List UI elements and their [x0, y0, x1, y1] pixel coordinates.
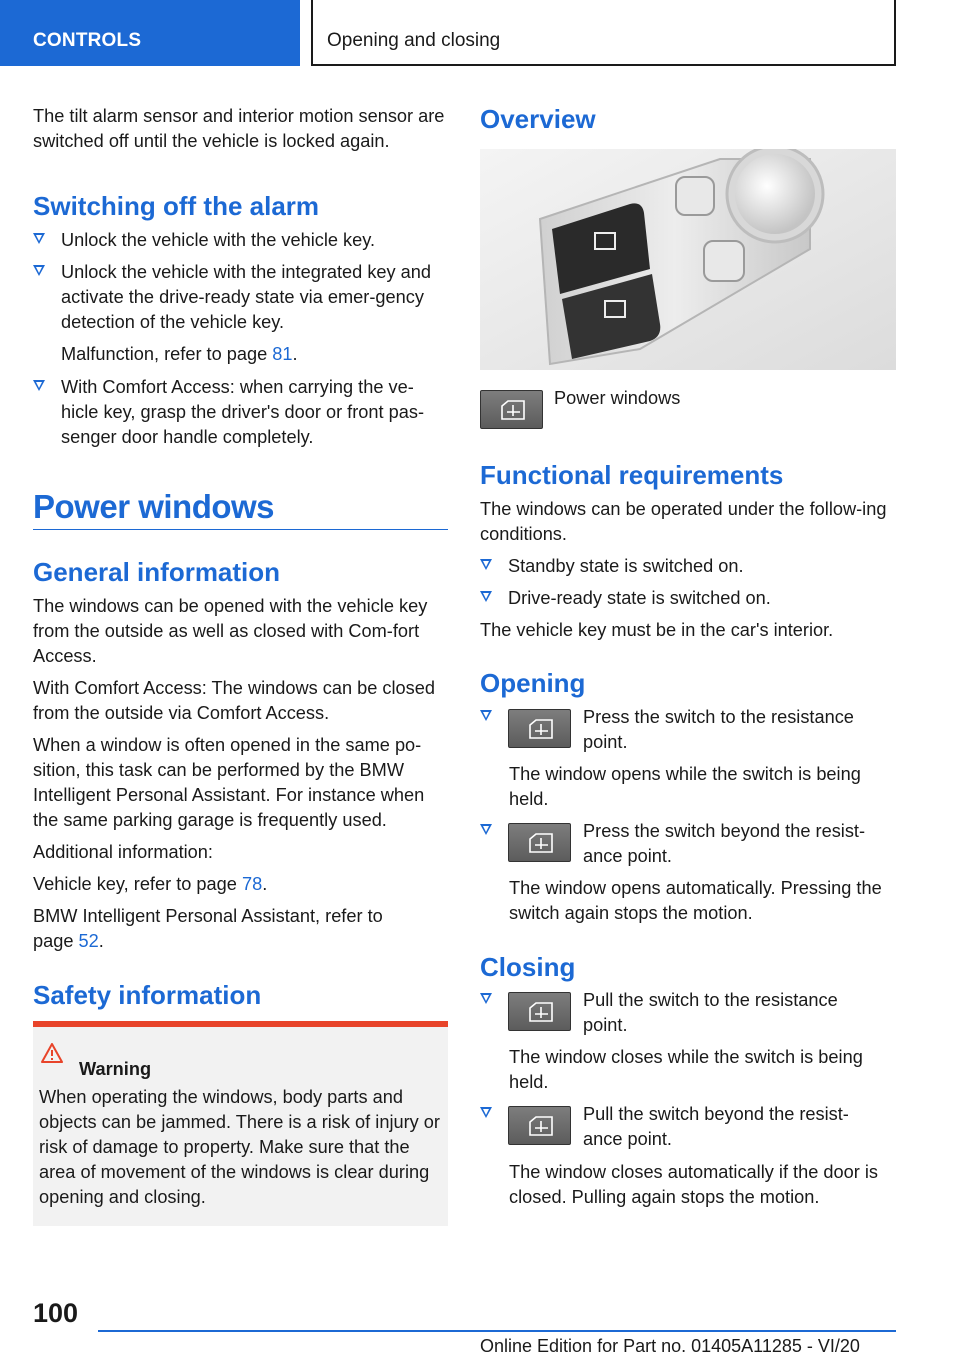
- page-number: 100: [33, 1298, 79, 1328]
- warning-title: Warning: [79, 1059, 152, 1079]
- bullet-triangle-icon: [480, 591, 492, 602]
- section-label: CONTROLS: [33, 30, 142, 51]
- intro-paragraph: The tilt alarm sensor and interior motion sensor are switched off until the vehicle is locked again.: [33, 106, 445, 151]
- footer-edition: Online Edition for Part no. 01405A11285 - VI/20: [480, 1336, 860, 1356]
- functional-paragraph: The windows can be operated under the follow-ing conditions.: [480, 499, 887, 544]
- title-divider: [33, 529, 448, 530]
- page-link[interactable]: 78: [241, 874, 263, 894]
- chapter-tab[interactable]: [311, 0, 896, 66]
- additional-info-label: Additional information:: [33, 842, 213, 862]
- safety-info-heading: Safety information: [33, 980, 262, 1010]
- bullet-triangle-icon: [480, 559, 492, 570]
- general-paragraph-3: When a window is often opened in the same po-sition, this task can be performed by the BMW Intelligent Personal Assistant. For instance when the same parking garage is frequently used.: [33, 735, 425, 830]
- chapter-label: Opening and closing: [327, 30, 501, 51]
- bullet-triangle-icon: [33, 233, 45, 244]
- functional-requirements-heading: Functional requirements: [480, 460, 784, 490]
- closing-result-2: The window closes automatically if the door is closed. Pulling again stops the motion.: [509, 1162, 878, 1207]
- power-windows-title: Power windows: [33, 488, 275, 525]
- warning-triangle-icon: [41, 1043, 63, 1063]
- opening-action-2: Press the switch beyond the resist-ance point.: [583, 821, 866, 866]
- closing-result-1: The window closes while the switch is being held.: [509, 1047, 863, 1092]
- bullet-triangle-icon: [33, 265, 45, 276]
- power-window-switch-icon: [508, 1106, 571, 1145]
- malfunction-ref: Malfunction, refer to page 81.: [61, 344, 298, 364]
- bmw-ipa-ref: BMW Intelligent Personal Assistant, refer to page 52.: [33, 906, 383, 951]
- power-window-switch-icon: [508, 992, 571, 1031]
- warning-text: When operating the windows, body parts and objects can be jammed. There is a risk of injury or risk of damage to property. Make sure that the area of movement of the windows is clear during opening and closing.: [39, 1087, 440, 1207]
- page-link[interactable]: 81: [272, 344, 293, 364]
- bullet-triangle-icon: [33, 380, 45, 391]
- opening-action-1: Press the switch to the resistance point.: [583, 707, 854, 752]
- general-paragraph-1: The windows can be opened with the vehicle key from the outside as well as closed with Com-fort Access.: [33, 596, 428, 666]
- overview-heading: Overview: [480, 104, 596, 134]
- closing-heading: Closing: [480, 952, 576, 982]
- switch-panel-illustration: [480, 149, 896, 370]
- page-link[interactable]: 52: [78, 931, 99, 951]
- power-window-switch-icon: [508, 823, 571, 862]
- bullet-triangle-icon: [480, 993, 492, 1004]
- closing-action-1: Pull the switch to the resistance point.: [583, 990, 838, 1035]
- power-window-switches-photo: [480, 149, 896, 370]
- opening-heading: Opening: [480, 668, 586, 698]
- bullet-triangle-icon: [480, 710, 492, 721]
- section-tab[interactable]: [0, 0, 300, 66]
- warning-box: [33, 1021, 448, 1226]
- icon-caption: Power windows: [554, 388, 681, 408]
- bullet-triangle-icon: [480, 824, 492, 835]
- bullet-triangle-icon: [480, 1107, 492, 1118]
- general-paragraph-2: With Comfort Access: The windows can be closed from the outside via Comfort Access.: [33, 678, 435, 723]
- vehicle-key-ref: Vehicle key, refer to page 78.: [33, 874, 268, 894]
- switching-off-heading: Switching off the alarm: [33, 191, 320, 221]
- footer-divider: [98, 1330, 896, 1332]
- power-window-switch-icon: [508, 709, 571, 748]
- opening-result-1: The window opens while the switch is being held.: [509, 764, 861, 809]
- opening-result-2: The window opens automatically. Pressing the switch again stops the motion.: [509, 878, 882, 923]
- general-info-heading: General information: [33, 557, 281, 587]
- power-window-switch-icon: [480, 390, 543, 429]
- functional-note: The vehicle key must be in the car's interior.: [480, 620, 834, 640]
- closing-action-2: Pull the switch beyond the resist-ance point.: [583, 1104, 849, 1149]
